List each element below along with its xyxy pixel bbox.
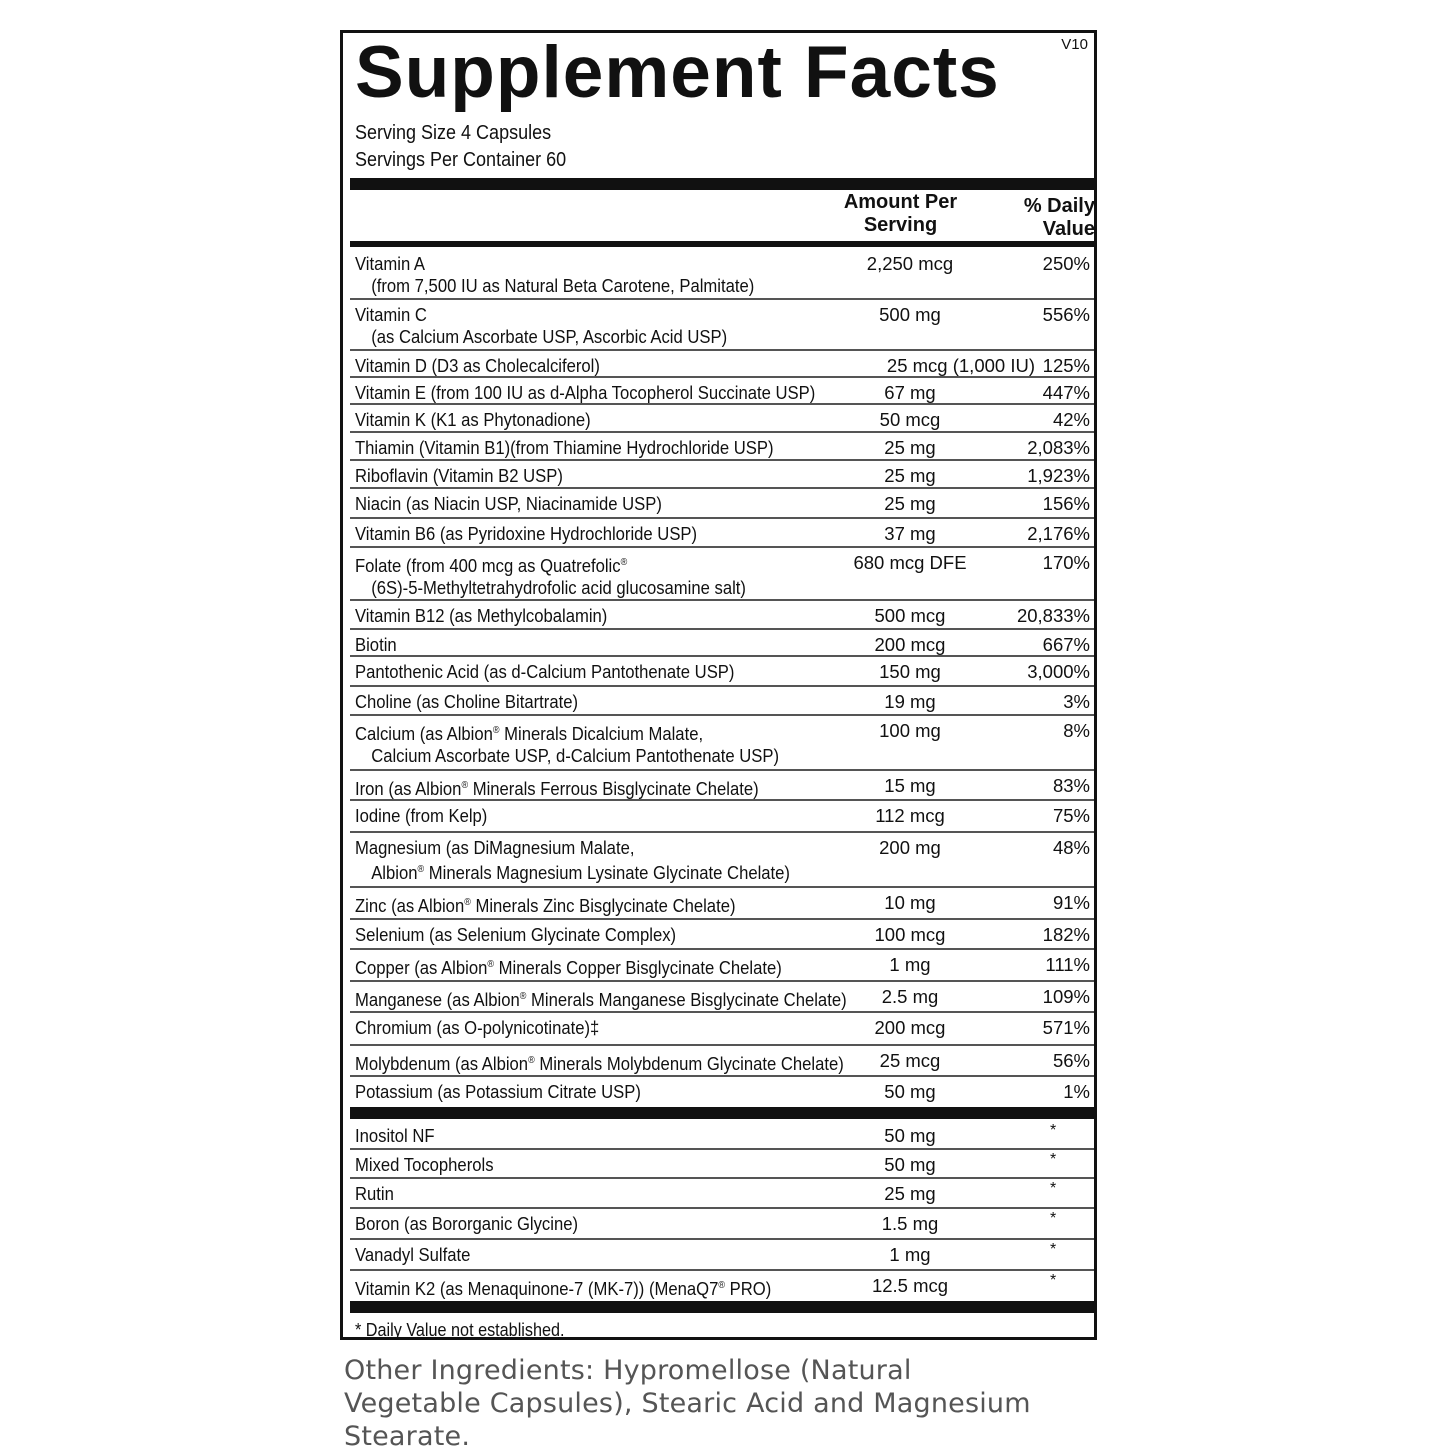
nutrient-name [355,304,727,348]
nutrient-row [350,300,1094,351]
nutrient-row [350,548,1094,601]
nutrient-name [355,382,815,404]
nutrient-amount: 200 mg [879,837,941,858]
nutrient-name-line: Vitamin B12 (as Methylcobalamin) [355,605,608,626]
other-nutrient-name: Vanadyl Sulfate [355,1244,471,1265]
nutrient-name-line: Molybdenum (as Albion® Minerals Molybdenum Glycinate Chelate) [355,1053,844,1075]
nutrient-row [350,716,1094,771]
nutrient-name-line: Vitamin C [355,304,427,325]
other-nutrient-name: Rutin [355,1183,394,1204]
nutrient-name [355,1017,599,1039]
nutrient-row [350,601,1094,630]
daily-value-not-established-mark: * [1050,1210,1057,1227]
other-nutrient-row [350,1121,1094,1150]
nutrient-daily-value: 250% [1042,253,1090,274]
servings-per-container: Servings Per Container 60 [355,149,567,171]
nutrient-amount: 50 mcg [879,409,941,430]
nutrient-amount: 100 mcg [874,924,946,945]
nutrient-row [350,982,1094,1013]
nutrient-name [355,661,734,683]
nutrient-source-line: (as Calcium Ascorbate USP, Ascorbic Acid USP) [371,326,728,347]
nutrient-daily-value: 2,176% [1027,523,1090,544]
other-nutrient-amount: 25 mg [884,1183,936,1204]
nutrient-name [355,1050,844,1075]
nutrient-name-line: Biotin [355,634,397,655]
nutrient-name-line: Potassium (as Potassium Citrate USP) [355,1081,641,1102]
supplement-facts-panel [340,30,1097,1340]
other-nutrient-row [350,1209,1094,1240]
version-code: V10 [1061,36,1088,53]
nutrient-row [350,1046,1094,1077]
nutrient-source-line: (6S)-5-Methyltetrahydrofolic acid glucosamine salt) [371,577,746,599]
nutrient-row [350,630,1094,657]
nutrient-daily-value: 48% [1052,837,1090,858]
nutrient-amount: 67 mg [884,382,936,403]
nutrient-name-line: Vitamin D (D3 as Cholecalciferol) [355,355,600,376]
nutrient-name [355,954,782,979]
other-nutrient-name: Vitamin K2 (as Menaquinone-7 (MK-7)) (MenaQ7® PRO) [355,1278,772,1300]
nutrient-amount: 25 mg [884,437,936,458]
nutrient-amount: 680 mcg DFE [853,552,967,573]
nutrient-amount: 100 mg [879,720,941,741]
other-nutrient-row [350,1271,1094,1299]
nutrient-name-line: Vitamin E (from 100 IU as d-Alpha Tocopherol Succinate USP) [355,382,816,403]
nutrient-daily-value: 56% [1052,1050,1090,1071]
nutrient-daily-value: 156% [1042,493,1090,514]
nutrient-amount: 37 mg [884,523,936,544]
nutrient-daily-value: 1,923% [1027,465,1090,486]
nutrient-name [355,465,563,487]
nutrient-amount: 150 mg [879,661,941,682]
nutrient-name [355,892,736,917]
other-nutrient-name: Boron (as Bororganic Glycine) [355,1213,579,1234]
other-nutrient-amount: 1.5 mg [881,1213,939,1234]
nutrient-name [355,691,578,713]
nutrient-amount: 10 mg [884,892,936,913]
thick-divider [350,1107,1094,1119]
nutrient-name [355,837,790,884]
nutrient-row [350,351,1094,378]
nutrient-name-line: Iodine (from Kelp) [355,805,488,826]
nutrient-row [350,771,1094,801]
nutrient-name-line: Vitamin A [355,253,426,274]
nutrient-amount: 112 mcg [875,805,945,826]
nutrient-amount: 2.5 mg [881,986,939,1007]
nutrient-name-line: Vitamin K (K1 as Phytonadione) [355,409,591,430]
daily-value-not-established-mark: * [1050,1241,1057,1258]
nutrient-daily-value: 2,083% [1027,437,1090,458]
other-ingredients: Other Ingredients: Hypromellose (Natural Vegetable Capsules), Stearic Acid and Magnesium Stearate. [344,1355,1031,1452]
nutrient-daily-value: 571% [1042,1017,1090,1038]
daily-value-not-established-mark: * [1050,1272,1057,1289]
nutrient-name [355,1081,641,1103]
other-nutrient-row [350,1150,1094,1179]
nutrient-name [355,253,754,297]
other-nutrient-amount: 1 mg [889,1244,931,1265]
other-nutrient-amount: 12.5 mcg [871,1275,949,1296]
nutrient-daily-value: 42% [1052,409,1090,430]
nutrient-amount: 500 mg [879,304,941,325]
nutrient-row [350,1077,1094,1105]
nutrient-daily-value: 1% [1063,1081,1090,1102]
nutrient-name [355,355,600,377]
nutrient-amount: 200 mcg [874,1017,946,1038]
daily-value-header: % Daily Value [1023,195,1095,240]
nutrient-row [350,249,1094,300]
nutrient-amount: 1 mg [889,954,931,975]
nutrient-row [350,405,1094,433]
nutrient-daily-value: 125% [1042,355,1090,376]
nutrient-row [350,1013,1094,1046]
nutrient-daily-value: 20,833% [1016,605,1090,626]
nutrient-name [355,409,591,431]
nutrient-daily-value: 182% [1042,924,1090,945]
nutrient-name-line: Folate (from 400 mcg as Quatrefolic® [355,555,628,577]
nutrient-name-line: Calcium (as Albion® Minerals Dicalcium Malate, [355,723,704,745]
other-nutrient-name: Inositol NF [355,1125,435,1146]
nutrient-amount: 25 mg [884,493,936,514]
footnote: * Daily Value not established. [355,1320,565,1340]
nutrient-daily-value: 3% [1063,691,1090,712]
nutrient-name [355,775,759,800]
nutrient-name-line: Chromium (as O-polynicotinate)‡ [355,1017,600,1038]
nutrient-daily-value: 91% [1052,892,1090,913]
nutrient-name [355,805,487,827]
nutrient-row [350,950,1094,982]
nutrient-amount: 2,250 mcg [866,253,954,274]
nutrient-name-line: Copper (as Albion® Minerals Copper Bisglycinate Chelate) [355,957,782,979]
nutrient-amount: 50 mg [884,1081,936,1102]
nutrient-name-line: Vitamin B6 (as Pyridoxine Hydrochloride USP) [355,523,698,544]
nutrient-daily-value: 170% [1042,552,1090,573]
nutrient-name [355,720,779,767]
nutrient-row [350,833,1094,888]
thick-divider [350,178,1094,190]
other-nutrient-row [350,1179,1094,1209]
nutrient-name-line: Thiamin (Vitamin B1)(from Thiamine Hydrochloride USP) [355,437,774,458]
nutrient-daily-value: 556% [1042,304,1090,325]
nutrient-daily-value: 667% [1042,634,1090,655]
header-divider [350,241,1094,247]
nutrient-name [355,552,746,599]
nutrient-row [350,920,1094,950]
nutrient-amount: 200 mcg [874,634,946,655]
nutrient-name-line: Zinc (as Albion® Minerals Zinc Bisglycinate Chelate) [355,895,736,917]
nutrient-source-line: Calcium Ascorbate USP, d-Calcium Pantothenate USP) [371,745,780,767]
label-title: Supplement Facts [355,32,1000,113]
nutrient-row [350,433,1094,461]
nutrient-name-line: Selenium (as Selenium Glycinate Complex) [355,924,677,945]
nutrient-amount: 19 mg [884,691,936,712]
nutrient-amount: 25 mcg [879,1050,941,1071]
nutrient-source-line: Albion® Minerals Magnesium Lysinate Glycinate Chelate) [371,862,790,884]
serving-size: Serving Size 4 Capsules [355,122,552,144]
nutrient-name-line: Magnesium (as DiMagnesium Malate, [355,837,635,858]
nutrient-daily-value: 75% [1052,805,1090,826]
nutrient-name-line: Niacin (as Niacin USP, Niacinamide USP) [355,493,662,514]
nutrient-name [355,986,847,1011]
nutrient-name [355,437,774,459]
nutrient-name-line: Manganese (as Albion® Minerals Manganese Bisglycinate Chelate) [355,989,847,1011]
nutrient-name [355,605,607,627]
nutrient-daily-value: 447% [1042,382,1090,403]
nutrient-row [350,461,1094,489]
daily-value-not-established-mark: * [1050,1151,1057,1168]
nutrient-row [350,801,1094,833]
nutrient-daily-value: 111% [1045,954,1090,975]
nutrient-row [350,489,1094,519]
thick-divider [350,1301,1094,1313]
nutrient-name-line: Iron (as Albion® Minerals Ferrous Bisglycinate Chelate) [355,778,759,800]
nutrient-name [355,493,662,515]
nutrient-daily-value: 83% [1052,775,1090,796]
nutrient-name-line: Riboflavin (Vitamin B2 USP) [355,465,563,486]
other-nutrient-amount: 50 mg [884,1154,936,1175]
other-nutrient-name: Mixed Tocopherols [355,1154,494,1175]
nutrient-row [350,378,1094,405]
amount-header: Amount Per Serving [843,191,958,236]
nutrient-row [350,687,1094,716]
nutrient-row [350,657,1094,687]
nutrient-name [355,634,397,656]
nutrient-name-line: Choline (as Choline Bitartrate) [355,691,579,712]
nutrient-daily-value: 3,000% [1027,661,1090,682]
nutrient-row [350,519,1094,548]
daily-value-not-established-mark: * [1050,1122,1057,1139]
daily-value-not-established-mark: * [1050,1180,1057,1197]
nutrient-amount: 500 mcg [874,605,946,626]
nutrient-amount: 15 mg [884,775,936,796]
nutrient-daily-value: 8% [1063,720,1090,741]
nutrient-source-line: (from 7,500 IU as Natural Beta Carotene, Palmitate) [371,275,755,296]
nutrient-name [355,523,697,545]
nutrient-name [355,924,676,946]
nutrient-amount: 25 mcg (1,000 IU) [886,355,1035,376]
other-nutrient-row [350,1240,1094,1271]
nutrient-name-line: Pantothenic Acid (as d-Calcium Pantothenate USP) [355,661,735,682]
nutrient-daily-value: 109% [1042,986,1090,1007]
other-nutrient-amount: 50 mg [884,1125,936,1146]
nutrient-row [350,888,1094,920]
nutrient-amount: 25 mg [884,465,936,486]
